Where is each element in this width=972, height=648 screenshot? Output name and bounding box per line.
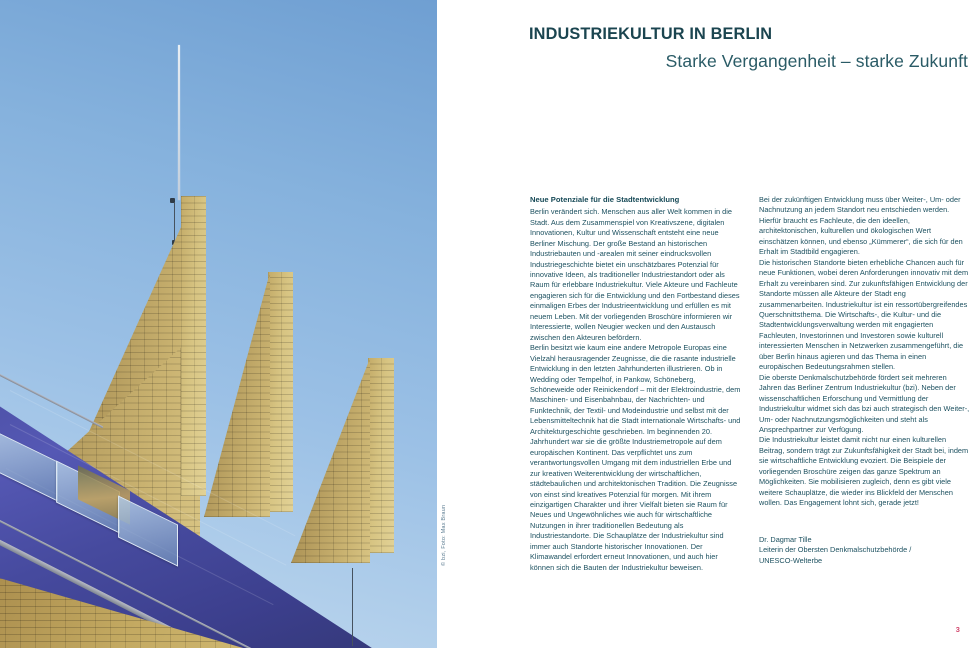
paragraph: Die Industriekultur leistet damit nicht nur einen kulturellen Beitrag, sondern trägt zur Zukunftsfähigkeit der Stadt bei, indem sie wirtschaftliche Entwicklung evoziert. Die Beispiele der vorliegenden Broschüre zeigen das ganze Spektrum an Möglichkeiten. Sie mobilisieren zugleich, denn es gibt viele weitere Schauplätze, die wieder ins Blickfeld der Menschen wollen. Das Engagement lohnt sich, gerade jetzt! [759, 435, 969, 508]
column-left [530, 195, 741, 573]
column-right [759, 195, 970, 573]
page-subtitle: Starke Vergangenheit – starke Zukunft [665, 50, 968, 71]
paragraph: Die oberste Denkmalschutzbehörde fördert seit mehreren Jahren das Berliner Zentrum Industriekultur (bzi). Neben der wissenschaftlichen Erforschung und Vermittlung der Industriekultur widmet sich das bzi auch strategisch den Weiter-, Um- oder Nachnutzungsmöglichkeiten und steht als Ansprechpartner zur Verfügung. [759, 372, 970, 434]
page-title: INDUSTRIEKULTUR IN BERLIN [529, 25, 773, 43]
signature-block [759, 535, 970, 567]
signature-name: Dr. Dagmar Tille [759, 534, 812, 544]
page-number: 3 [955, 625, 960, 634]
brick-pier-2 [268, 272, 293, 512]
paragraph: Die historischen Standorte bieten erhebliche Chancen auch für neue Funktionen, wobei deren Anforderungen innovativ mit dem Erhalt zu vereinbaren sind. Zur zukunftsfähigen Entwicklung der Standorte müssen alle Akteure der Stadt eng zusammenarbeiten. Industriekultur ist ein ressortübergreifendes Querschnittsthema. Die Wirtschafts-, die Kultur- und die Stadtentwicklungsverwaltung werden mit engagierten Fachleuten, Investorinnen und Investoren sowie kulturell interessierten Menschen in Netzwerken zusammengeführt, die über Berlin hinaus agieren und das Thema in einen europäischen Bedeutungsrahmen stellen. [759, 257, 969, 372]
brick-pier-1 [181, 196, 206, 496]
paragraph: Berlin verändert sich. Menschen aus aller Welt kommen in die Stadt. Aus dem Zusammenspiel von Kreativszene, digitalen Innovationen, Kultur und Wissenschaft entsteht eine neue Berliner Mischung. Der große Bestand an historischen Industriebauten und -arealen mit seiner eindrucksvollen Industriegeschichte bietet ein unschätzbares Potenzial für innovative Ideen, als traditioneller Industriestandort oder als Raum für erlebbare Industriekultur. Viele Akteure und Fachleute engagieren sich für die Entwicklung und den Fortbestand dieses einmaligen Erbes der Industrieentwicklung und erfüllen es mit neuem Leben. Mit der vorliegenden Broschüre informieren wir Interessierte, wollen Neugier wecken und den Austausch zwischen den Akteuren befördern. [530, 207, 740, 342]
photo-credit: © bzi, Foto: Max Braun [441, 504, 447, 566]
section-lede-heading: Neue Potenziale für die Stadtentwicklung [530, 195, 680, 204]
text-columns [530, 195, 970, 573]
editorial-content [529, 0, 972, 648]
lightning-rod-wire [174, 202, 175, 244]
page-header [529, 26, 969, 72]
signature-role-line-2: UNESCO-Welterbe [759, 555, 823, 565]
downpipe-wire [352, 568, 353, 646]
hero-photograph [0, 0, 437, 648]
paragraph: Berlin besitzt wie kaum eine andere Metropole Europas eine Vielzahl herausragender Zeugnisse, die die rasante industrielle Entwicklung in den letzten Jahrhunderten illustrieren. Ob in Wedding oder Tempelhof, in Pankow, Schöneberg, Schöneweide oder Reinickendorf – mit der Elektroindustrie, dem Maschinen- und Eisenbahnbau, der Nachrichten- und Funktechnik, der Textil- und Modeindustrie und selbst mit der Lebensmitteltechnik hat die Stadt internationale Wirtschafts- und Architekturgeschichte geschrieben. Im beginnenden 20. Jahrhundert war sie die größte Industriemetropole auf dem europäischen Kontinent. Das verpflichtet uns zum verantwortungsvollen Umgang mit dem industriellen Erbe und zur kreativen Weiterentwicklung der wirtschaftlichen, städtebaulichen und architektonischen Tradition. Die Zeugnisse von einst sind kreatives Potenzial für morgen. Mit ihrem einzigartigen Charakter und ihrer Vielfalt bieten sie Raum für Neues und Ungewöhnliches wie auch für wirtschaftliche Nutzungen in ihrer traditionellen Bedeutung als Industriestandorte. Die Schauplätze der Industriekultur sind immer auch Standorte historischer Innovationen. Der Klimawandel erfordert erneut Innovationen, und auch hier können sich die Bauten der Industriekultur beweisen. [530, 343, 741, 572]
brick-pier-3 [368, 358, 394, 553]
signature-role-line-1: Leiterin der Obersten Denkmalschutzbehörde / [759, 545, 912, 555]
lightning-rod [178, 45, 180, 200]
paragraph: Bei der zukünftigen Entwicklung muss über Weiter-, Um- oder Nachnutzung an jedem Standort neu entschieden werden. Hierfür braucht es Fachleute, die den ideellen, architektonischen, kulturellen und ökologischen Wert einschätzen können, und ebenso „Kümmerer“, die sich für den Erhalt im Stadtbild engagieren. [759, 195, 963, 257]
